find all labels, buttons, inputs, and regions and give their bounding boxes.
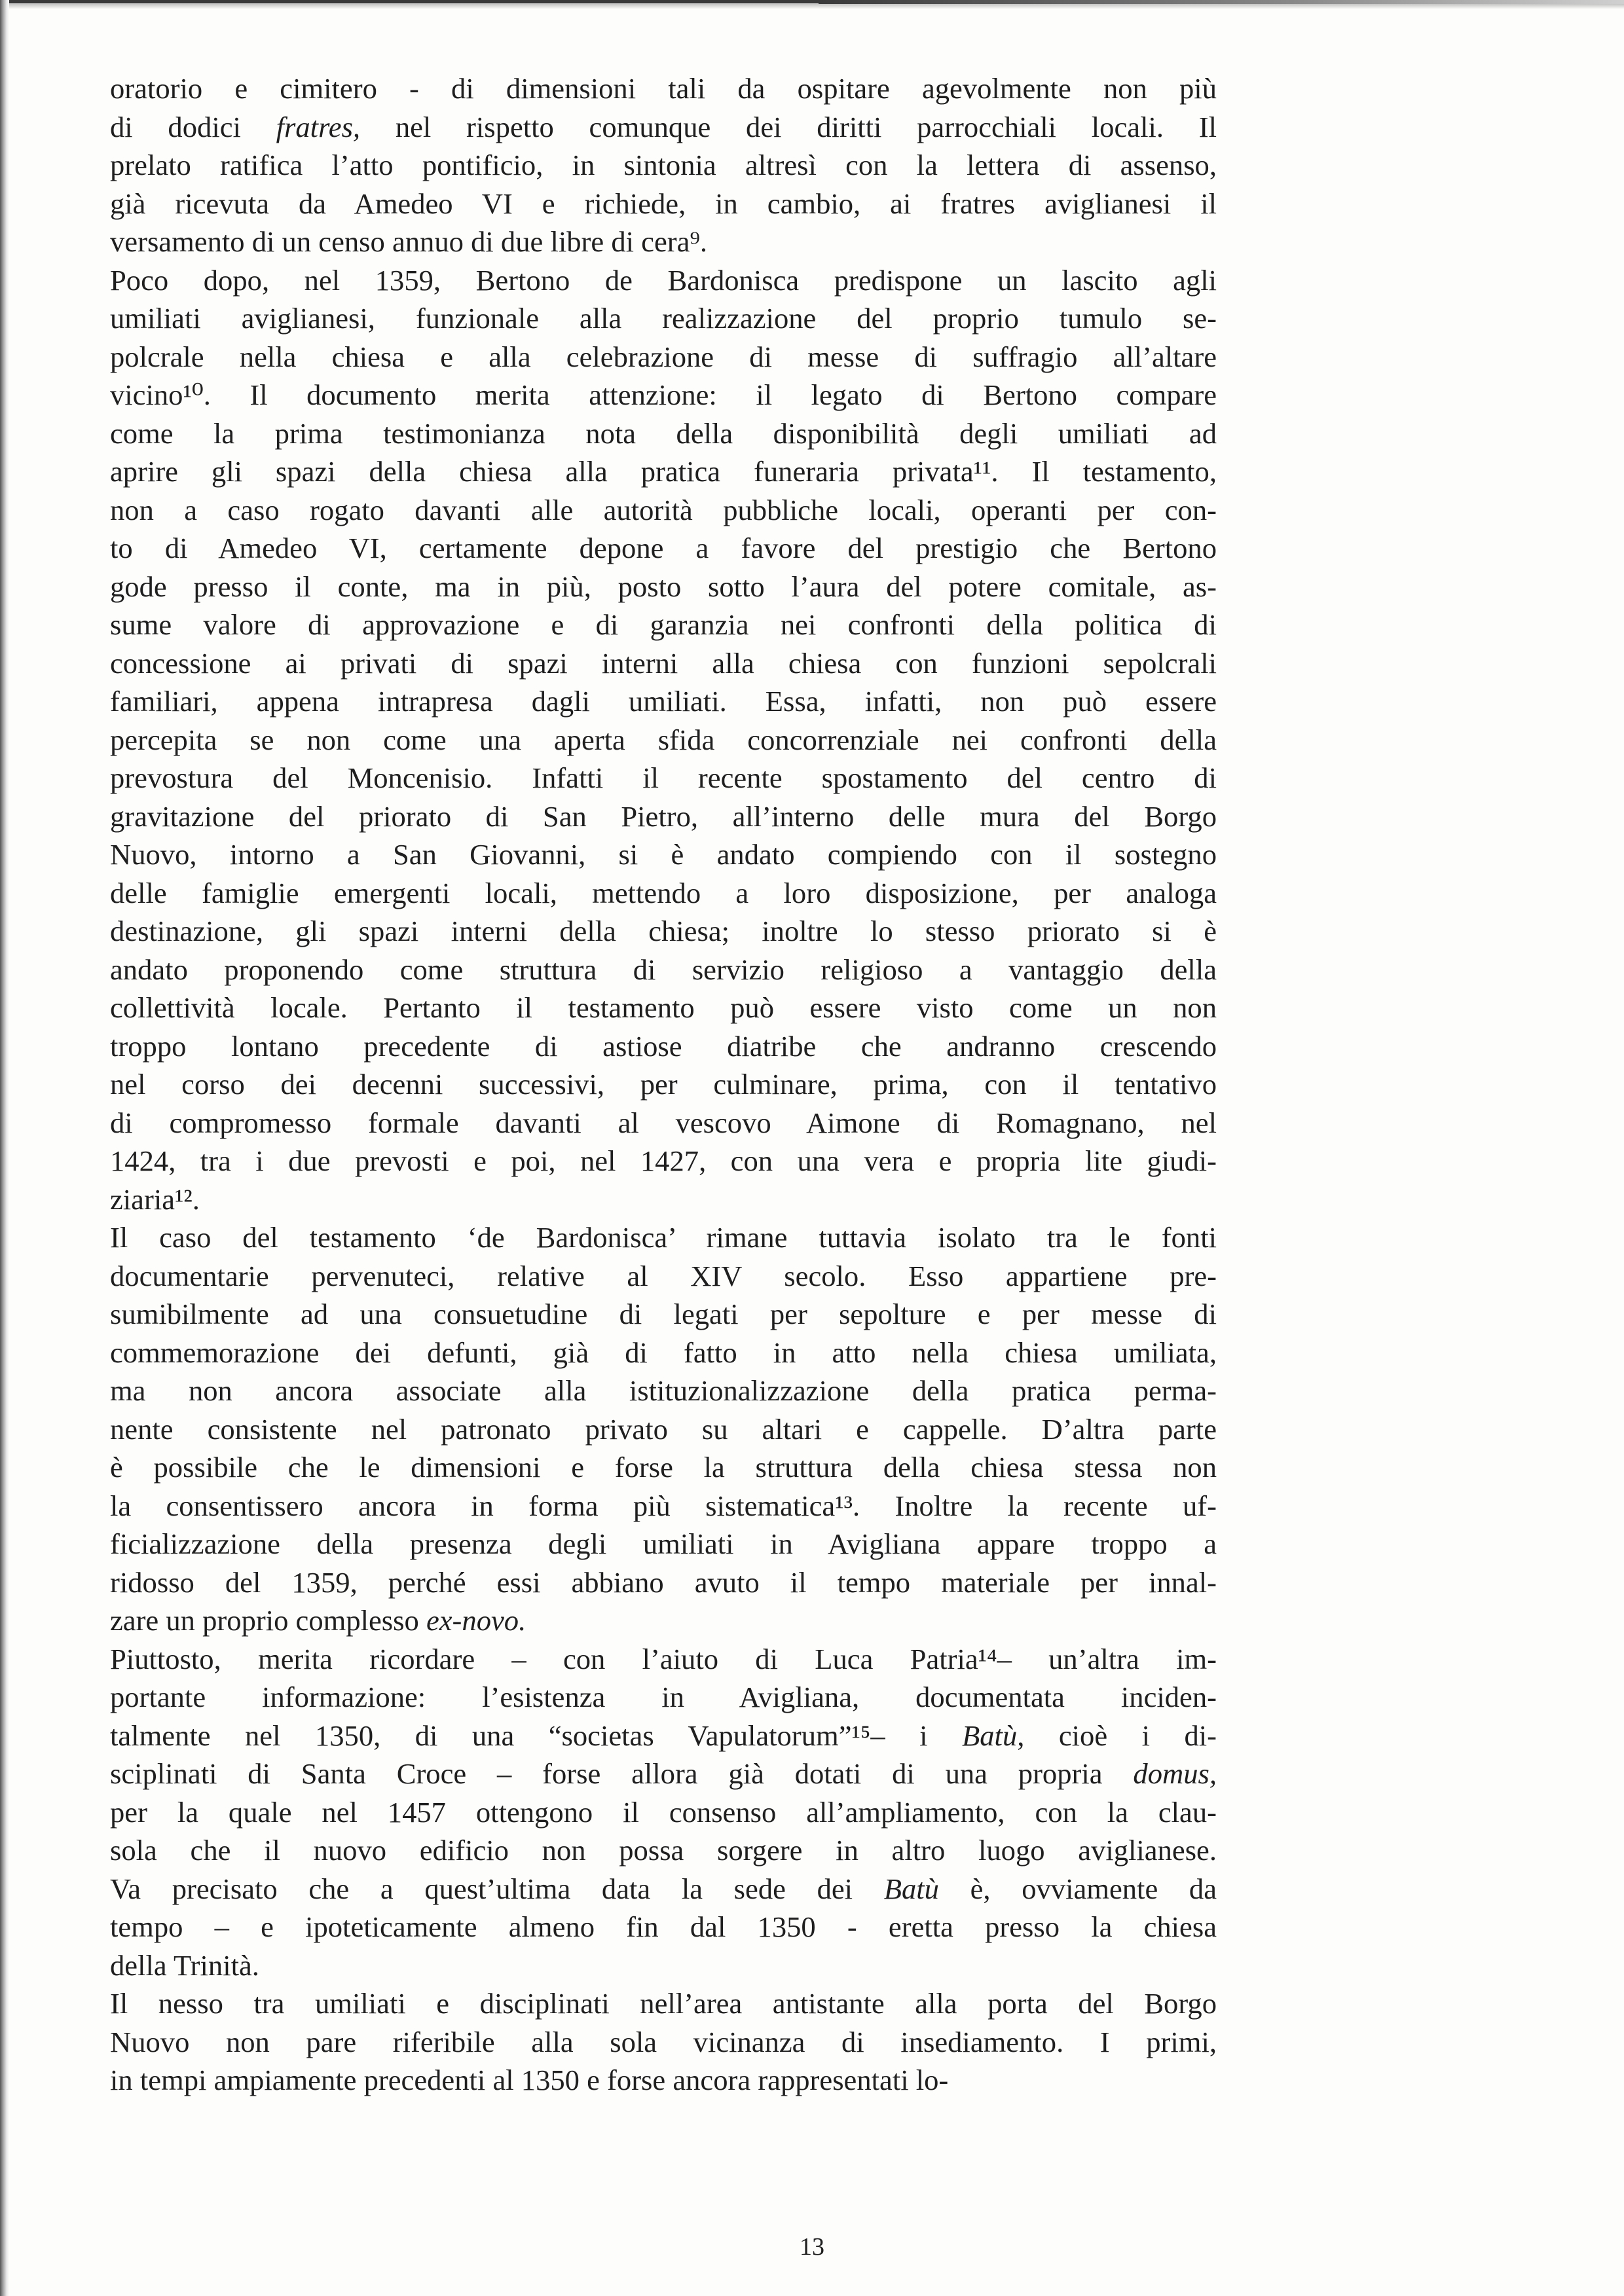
page-binding-edge (0, 0, 9, 2296)
text-line: troppo lontano precedente di astiose diatribe che andranno crescendo (110, 1029, 1217, 1063)
text-line: Il nesso tra umiliati e disciplinati nell’area antistante alla porta del Borgo (110, 1987, 1217, 2020)
text-line: in tempi ampiamente precedenti al 1350 e forse ancora rappresentati lo- (110, 2064, 949, 2096)
text-line: Poco dopo, nel 1359, Bertono de Bardonisca predispone un lascito agli (110, 263, 1217, 297)
text-line: andato proponendo come struttura di servizio religioso a vantaggio della (110, 953, 1217, 986)
text-line: nente consistente nel patronato privato su altari e cappelle. D’altra parte (110, 1412, 1217, 1446)
text-line: ma non ancora associate alla istituzionalizzazione della pratica perma- (110, 1374, 1217, 1407)
text-line: della Trinità. (110, 1948, 259, 1982)
paragraph (110, 1984, 1217, 2100)
text-line: Va precisato che a quest’ultima data la sede dei Batù è, ovviamente da (110, 1872, 1217, 1905)
text-line: sumibilmente ad una consuetudine di legati per sepolture e per messe di (110, 1298, 1217, 1330)
text-line: umiliati aviglianesi, funzionale alla realizzazione del proprio tumulo se- (110, 302, 1217, 335)
text-line: ficializzazione della presenza degli umiliati in Avigliana appare troppo a (110, 1527, 1217, 1560)
text-line: destinazione, gli spazi interni della chiesa; inoltre lo stesso priorato si è (110, 915, 1217, 947)
text-line: Piuttosto, merita ricordare – con l’aiuto di Luca Patria¹⁴– un’altra im- (110, 1642, 1217, 1675)
text-line: sola che il nuovo edificio non possa sorgere in altro luogo aviglianese. (110, 1834, 1217, 1867)
text-line: Nuovo non pare riferibile alla sola vicinanza di insediamento. I primi, (110, 2025, 1217, 2058)
text-line: di dodici fratres, nel rispetto comunque dei diritti parrocchiali locali. Il (110, 110, 1217, 143)
text-line: tempo – e ipoteticamente almeno fin dal 1350 - eretta presso la chiesa (110, 1910, 1217, 1943)
paragraph (110, 1218, 1217, 1640)
text-line: per la quale nel 1457 ottengono il consenso all’ampliamento, con la clau- (110, 1795, 1217, 1829)
text-line: ridosso del 1359, perché essi abbiano avuto il tempo materiale per innal- (110, 1565, 1217, 1599)
text-line: prelato ratifica l’atto pontificio, in sintonia altresì con la lettera di assenso, (110, 149, 1217, 181)
page-top-rule (819, 0, 1624, 4)
text-line: non a caso rogato davanti alle autorità pubbliche locali, operanti per con- (110, 493, 1217, 526)
text-line: commemorazione dei defunti, già di fatto in atto nella chiesa umiliata, (110, 1336, 1217, 1369)
text-line: Il caso del testamento ‘de Bardonisca’ rimane tuttavia isolato tra le fonti (110, 1221, 1217, 1254)
text-line: to di Amedeo VI, certamente depone a favore del prestigio che Bertono (110, 532, 1217, 564)
text-line: nel corso dei decenni successivi, per culminare, prima, con il tentativo (110, 1068, 1217, 1101)
paragraph (110, 1640, 1217, 1985)
text-line: di compromesso formale davanti al vescovo Aimone di Romagnano, nel (110, 1106, 1217, 1139)
text-line: versamento di un censo annuo di due libre di cera⁹. (110, 225, 708, 258)
text-line: prevostura del Moncenisio. Infatti il recente spostamento del centro di (110, 761, 1217, 794)
text-line: talmente nel 1350, di una “societas Vapulatorum”¹⁵– i Batù, cioè i di- (110, 1719, 1217, 1752)
text-line: la consentissero ancora in forma più sistematica¹³. Inoltre la recente uf- (110, 1489, 1217, 1522)
text-line: è possibile che le dimensioni e forse la struttura della chiesa stessa non (110, 1451, 1217, 1484)
text-line: oratorio e cimitero - di dimensioni tali da ospitare agevolmente non più (110, 72, 1217, 105)
text-line: già ricevuta da Amedeo VI e richiede, in cambio, ai fratres aviglianesi il (110, 187, 1217, 220)
text-line: come la prima testimonianza nota della disponibilità degli umiliati ad (110, 416, 1217, 450)
paragraph (110, 69, 1217, 261)
paragraph (110, 261, 1217, 1219)
text-line: sciplinati di Santa Croce – forse allora già dotati di una propria domus, (110, 1757, 1217, 1790)
text-line: collettività locale. Pertanto il testamento può essere visto come un non (110, 991, 1217, 1024)
text-line: zare un proprio complesso ex-novo. (110, 1604, 526, 1637)
text-line: Nuovo, intorno a San Giovanni, si è andato compiendo con il sostegno (110, 838, 1217, 871)
text-line: 1424, tra i due prevosti e poi, nel 1427, con una vera e propria lite giudi- (110, 1144, 1217, 1177)
text-line: delle famiglie emergenti locali, mettendo a loro disposizione, per analoga (110, 876, 1217, 909)
text-line: concessione ai privati di spazi interni alla chiesa con funzioni sepolcrali (110, 646, 1217, 680)
text-line: percepita se non come una aperta sfida concorrenziale nei confronti della (110, 723, 1217, 756)
text-line: gode presso il conte, ma in più, posto sotto l’aura del potere comitale, as- (110, 570, 1217, 603)
text-line: aprire gli spazi della chiesa alla pratica funeraria privata¹¹. Il testamento, (110, 455, 1217, 488)
text-line: gravitazione del priorato di San Pietro, all’interno delle mura del Borgo (110, 799, 1217, 833)
text-line: polcrale nella chiesa e alla celebrazione di messe di suffragio all’altare (110, 340, 1217, 373)
text-line: ziaria¹². (110, 1182, 200, 1216)
text-line: vicino¹⁰. Il documento merita attenzione: il legato di Bertono compare (110, 378, 1217, 411)
body-text (110, 69, 1217, 2100)
text-line: portante informazione: l’esistenza in Avigliana, documentata inciden- (110, 1681, 1217, 1713)
text-line: familiari, appena intrapresa dagli umiliati. Essa, infatti, non può essere (110, 685, 1217, 718)
page-number: 13 (800, 2233, 824, 2261)
text-line: sume valore di approvazione e di garanzia nei confronti della politica di (110, 608, 1217, 641)
text-line: documentarie pervenuteci, relative al XIV secolo. Esso appartiene pre- (110, 1259, 1217, 1292)
